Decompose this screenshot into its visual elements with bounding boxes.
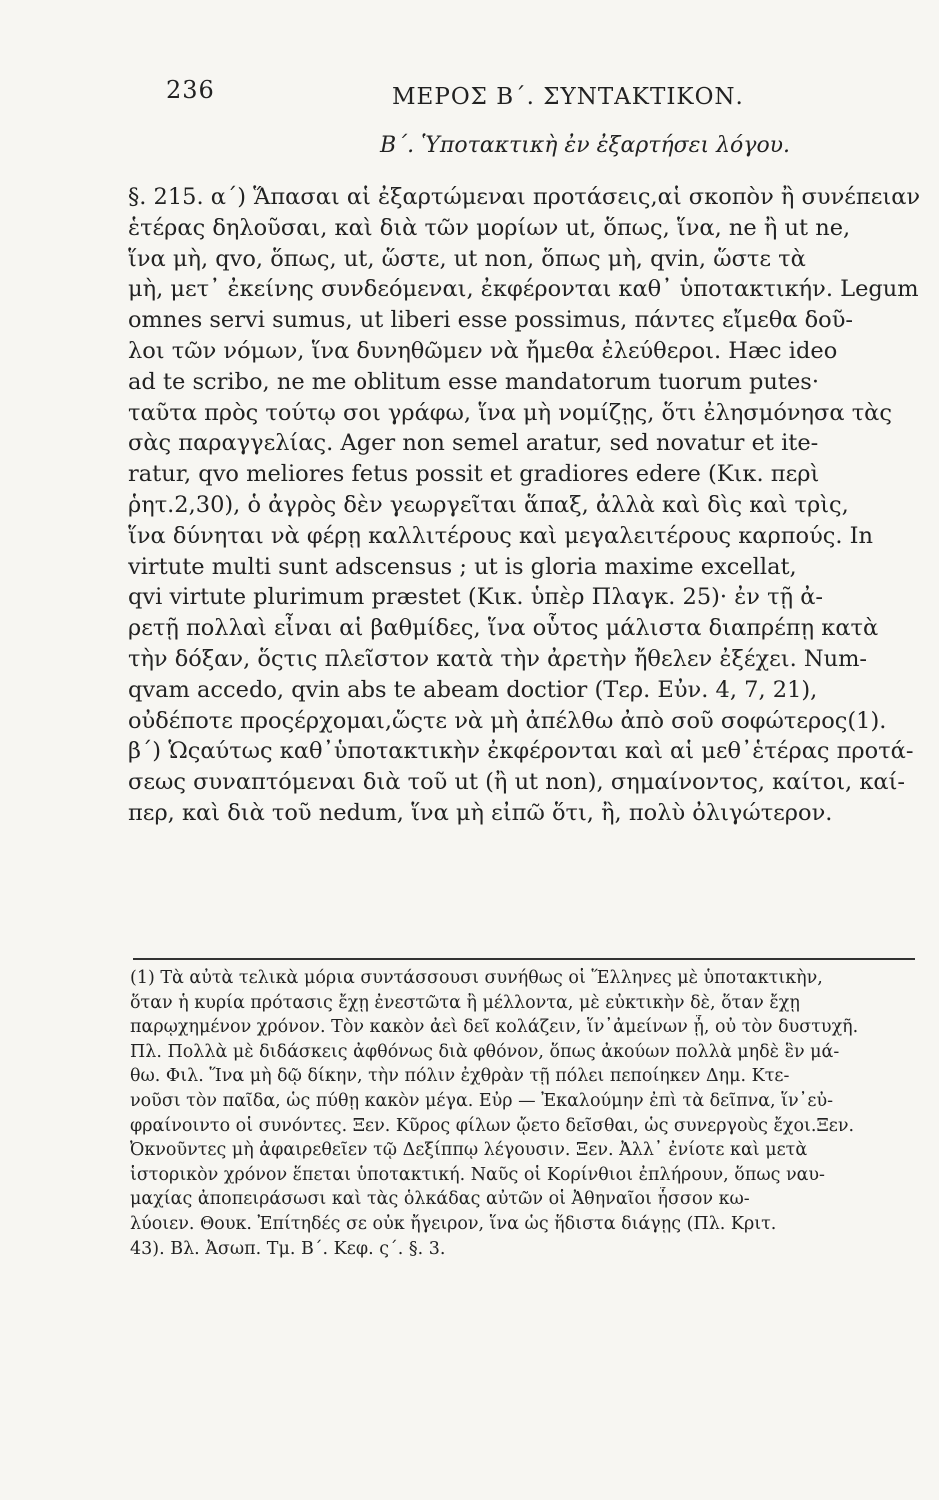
footnote-line: 43). Βλ. Ἀσωπ. Τμ. Β΄. Κεφ. ς΄. §. 3. xyxy=(130,1238,446,1259)
footnote-line: Πλ. Πολλὰ μὲ διδάσκεις ἀφθόνως διὰ φθόνον, ὅπως ἀκούων πολλὰ μηδὲ ἓν μά- xyxy=(130,1041,840,1062)
footnote-line: ἱστορικὸν χρόνον ἕπεται ὑποτακτική. Ναῦς οἱ Κορίνθιοι ἐπλήρουν, ὅπως ναυ- xyxy=(130,1164,825,1185)
footnote-line: μαχίας ἀποπειράσωσι καὶ τὰς ὁλκάδας αὐτῶν οἱ Ἀθηναῖοι ἧσσον κω- xyxy=(130,1189,750,1210)
footnote-line: φραίνοιντο οἱ συνόντες. Ξεν. Κῦρος φίλων ᾤετο δεῖσθαι, ὡς συνεργοὺς ἔχοι.Ξεν. xyxy=(130,1115,855,1136)
text-line: σὰς παραγγελίας. Ager non semel aratur, sed novatur et ite- xyxy=(128,430,819,457)
running-title: ΜΕΡΟΣ Β΄. ΣΥΝΤΑΚΤΙΚΟΝ. xyxy=(392,84,744,110)
footnote-line: θω. Φιλ. Ἵνα μὴ δῷ δίκην, τὴν πόλιν ἐχθρὰν τῇ πόλει πεποίηκεν Δημ. Κτε- xyxy=(130,1066,790,1087)
text-line: ταῦτα πρὸς τούτῳ σοι γράφω, ἵνα μὴ νομίζῃς, ὅτι ἐλησμόνησα τὰς xyxy=(128,399,892,426)
section-heading: Β΄. Ὑποτακτικὴ ἐν ἐξαρτήσει λόγου. xyxy=(380,133,791,158)
text-line: β΄) Ὡςαύτως καθ᾽ὑποτακτικὴν ἐκφέρονται καὶ αἱ μεθ᾽ἑτέρας προτά- xyxy=(128,738,914,765)
footnote-line: παρῳχημένον χρόνον. Τὸν κακὸν ἀεὶ δεῖ κολάζειν, ἵν᾽ἀμείνων ᾖ, οὐ τὸν δυστυχῆ. xyxy=(130,1017,859,1038)
main-text xyxy=(128,182,928,829)
text-line: μὴ, μετ᾽ ἐκείνης συνδεόμεναι, ἐκφέρονται καθ᾽ ὑποτακτικήν. Legum xyxy=(128,276,919,303)
text-line: ratur, qvo meliores fetus possit et gradiores edere (Κικ. περὶ xyxy=(128,461,820,488)
text-line: ἵνα δύνηται νὰ φέρῃ καλλιτέρους καὶ μεγαλειτέρους καρπούς. In xyxy=(128,522,874,549)
text-line: virtute multi sunt adscensus ; ut is gloria maxime excellat, xyxy=(128,553,797,580)
text-line: omnes servi sumus, ut liberi esse possimus, πάντες εἴμεθα δοῦ- xyxy=(128,307,854,334)
text-line: §. 215. α΄) Ἅπασαι αἱ ἐξαρτώμεναι προτάσεις,αἱ σκοπὸν ἢ συνέπειαν xyxy=(128,184,921,210)
text-line: τὴν δόξαν, ὅςτις πλεῖστον κατὰ τὴν ἀρετὴν ἤθελεν ἐξέχει. Num- xyxy=(128,645,868,672)
text-line: λοι τῶν νόμων, ἵνα δυνηθῶμεν νὰ ἤμεθα ἐλεύθεροι. Hæc ideo xyxy=(128,337,838,364)
footnote-line: Ὀκνοῦντες μὴ ἀφαιρεθεῖεν τῷ Δεξίππῳ λέγουσιν. Ξεν. Ἀλλ᾽ ἐνίοτε καὶ μετὰ xyxy=(130,1140,808,1161)
text-line: ἵνα μὴ, qvo, ὅπως, ut, ὥστε, ut non, ὅπως μὴ, qvin, ὥστε τὰ xyxy=(128,245,806,272)
text-line: qvi virtute plurimum præstet (Κικ. ὑπὲρ Πλαγκ. 25)· ἐν τῇ ἀ- xyxy=(128,584,824,611)
text-line: οὐδέποτε προςέρχομαι,ὥςτε νὰ μὴ ἀπέλθω ἀπὸ σοῦ σοφώτερος(1). xyxy=(128,707,887,734)
footnote-line: νοῦσι τὸν παῖδα, ὡς πύθῃ κακὸν μέγα. Εὐρ — Ἐκαλούμην ἐπὶ τὰ δεῖπνα, ἵν᾽εὐ- xyxy=(130,1090,834,1111)
text-line: ρετῇ πολλαὶ εἶναι αἱ βαθμίδες, ἵνα οὗτος μάλιστα διαπρέπῃ κατὰ xyxy=(128,615,879,642)
footnote-line: (1) Τὰ αὐτὰ τελικὰ μόρια συντάσσουσι συνήθως οἱ Ἕλληνες μὲ ὑποτακτικὴν, xyxy=(130,968,823,988)
text-line: περ, καὶ διὰ τοῦ nedum, ἵνα μὴ εἰπῶ ὅτι, ἢ, πολὺ ὀλιγώτερον. xyxy=(128,799,833,826)
footnote-divider xyxy=(133,958,915,960)
footnote-line: ὅταν ἡ κυρία πρότασις ἔχῃ ἐνεστῶτα ἢ μέλλοντα, μὲ εὐκτικὴν δὲ, ὅταν ἔχῃ xyxy=(130,992,800,1013)
text-line: ῥητ.2,30), ὁ ἀγρὸς δὲν γεωργεῖται ἅπαξ, ἀλλὰ καὶ δὶς καὶ τρὶς, xyxy=(128,491,849,518)
text-line: ἑτέρας δηλοῦσαι, καὶ διὰ τῶν μορίων ut, ὅπως, ἵνα, ne ἢ ut ne, xyxy=(128,214,851,241)
text-line: σεως συναπτόμεναι διὰ τοῦ ut (ἢ ut non), σημαίνοντος, καίτοι, καί- xyxy=(128,769,906,796)
page-number: 236 xyxy=(166,76,215,104)
footnote xyxy=(130,966,925,1261)
footnote-line: λύοιεν. Θουκ. Ἐπίτηδές σε οὐκ ἤγειρον, ἵνα ὡς ἥδιστα διάγῃς (Πλ. Κριτ. xyxy=(130,1213,777,1234)
text-line: qvam accedo, qvin abs te abeam doctior (Τερ. Εὐν. 4, 7, 21), xyxy=(128,676,818,703)
text-line: ad te scribo, ne me oblitum esse mandatorum tuorum putes· xyxy=(128,368,819,395)
